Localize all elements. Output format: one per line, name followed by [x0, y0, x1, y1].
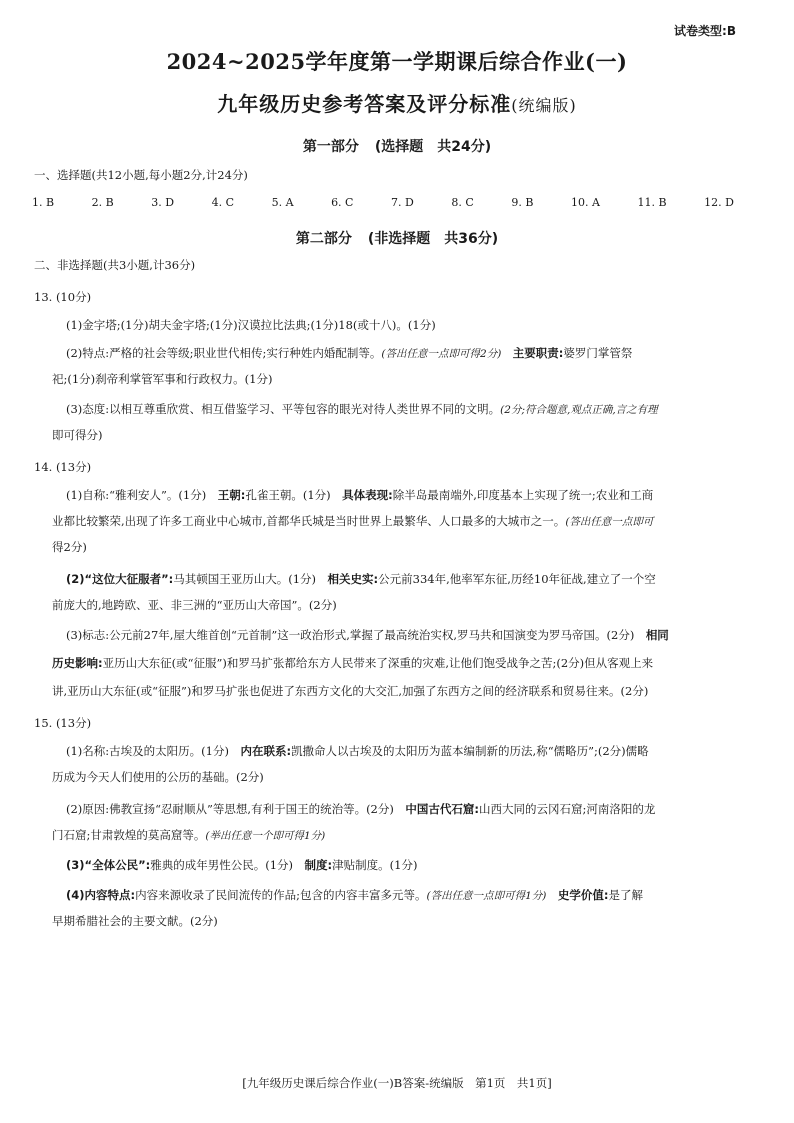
- answer-item: 11. B: [637, 196, 667, 209]
- q15-line: [52, 828, 746, 843]
- q15-label: 中国古代石窟:: [405, 802, 479, 816]
- q14-line: [52, 514, 746, 529]
- q14-line: 得2分): [52, 540, 87, 554]
- q14-label: 历史影响:: [52, 656, 103, 670]
- page-subtitle: [0, 88, 794, 117]
- section2-header: 二、非选择题(共3小题,计36分): [34, 258, 196, 272]
- subtitle-text: 九年级历史参考答案及评分标准: [217, 92, 512, 116]
- q14-text: 除半岛最南端外,印度基本上实现了统一;农业和工商: [392, 488, 654, 502]
- answer-item: 10. A: [570, 196, 600, 209]
- answer-item: 1. B: [32, 196, 55, 209]
- q14-line: 前庞大的,地跨欧、亚、非三洲的“亚历山大帝国”。(2分): [52, 598, 337, 612]
- q14-label: 王朝:: [217, 488, 246, 502]
- part2-desc: (非选择题 共36分): [367, 231, 499, 247]
- part1-name: 第一部分: [302, 139, 359, 155]
- q15-note: (举出任意一个即可得1分): [205, 830, 326, 842]
- answer-item: 7. D: [391, 196, 414, 209]
- q15-label: 内在联系:: [240, 744, 292, 758]
- answer-item: 4. C: [211, 196, 235, 209]
- q15-text: 津贴制度。(1分): [332, 858, 418, 872]
- q13-number: 13. (10分): [34, 290, 92, 304]
- q13-note: (答出任意一点即可得2分): [381, 348, 502, 360]
- part1-heading: [0, 136, 794, 156]
- q15-line: [66, 888, 746, 903]
- q15-number: 15. (13分): [34, 716, 92, 730]
- q15-text: (2)原因:佛教宣扬“忍耐顺从”等思想,有利于国王的统治等。(2分): [66, 802, 394, 816]
- q13-line: 祀;(1分)刹帝利掌管军事和行政权力。(1分): [52, 372, 273, 386]
- q15-line: [66, 744, 746, 758]
- q14-label: (2)“这位大征服者”:: [66, 572, 174, 586]
- q15-line: [66, 802, 746, 816]
- q13-note: (2分;符合题意,观点正确,言之有理: [500, 404, 658, 416]
- answer-item: 3. D: [151, 196, 175, 209]
- q15-text: 山西大同的云冈石窟;河南洛阳的龙: [478, 802, 656, 816]
- q15-text: (1)名称:古埃及的太阳历。(1分): [66, 744, 229, 758]
- answer-item: 2. B: [91, 196, 114, 209]
- q14-text: 业都比较繁荣,出现了许多工商业中心城市,首都华氏城是当时世界上最繁华、人口最多的大城市之一。: [52, 514, 566, 528]
- q14-text: 公元前334年,他率军东征,历经10年征战,建立了一个空: [378, 572, 656, 586]
- answer-item: 5. A: [271, 196, 294, 209]
- q14-line: 讲,亚历山大东征(或“征服”)和罗马扩张也促进了东西方文化的大交汇,加强了东西方之间的经济联系和贸易往来。(2分): [52, 684, 649, 698]
- q15-text: 内容来源收录了民间流传的作品;包含的内容丰富多元等。: [135, 888, 427, 902]
- q13-line: [66, 346, 746, 361]
- q14-line: [52, 656, 746, 670]
- q15-label: 史学价值:: [557, 888, 609, 902]
- page-footer: [九年级历史课后综合作业(一)B答案-统编版 第1页 共1页]: [242, 1076, 552, 1090]
- q15-label: (3)“全体公民”:: [66, 858, 151, 872]
- q14-label: 相关史实:: [327, 572, 379, 586]
- q14-line: [66, 488, 746, 502]
- section1-header: 一、选择题(共12小题,每小题2分,计24分): [34, 168, 248, 182]
- q14-text: (1)自称:“雅利安人”。(1分): [66, 488, 207, 502]
- q15-line: [66, 858, 746, 872]
- q15-label: (4)内容特点:: [66, 888, 136, 902]
- q15-label: 制度:: [304, 858, 333, 872]
- paper-type-label: 试卷类型:B: [674, 24, 736, 38]
- q15-text: 凯撒命人以古埃及的太阳历为蓝本编制新的历法,称“儒略历”;(2分)儒略: [291, 744, 649, 758]
- q14-label: 相同: [645, 628, 669, 642]
- q15-text: 门石窟;甘肃敦煌的莫高窟等。: [52, 828, 206, 842]
- q13-line: [66, 402, 746, 417]
- part2-name: 第二部分: [295, 231, 352, 247]
- q15-text: 是了解: [608, 888, 643, 902]
- part1-desc: (选择题 共24分): [374, 139, 492, 155]
- q14-label: 具体表现:: [342, 488, 393, 502]
- choice-answers: [32, 196, 734, 209]
- q13-text: (2)特点:严格的社会等级;职业世代相传;实行种姓内婚配制等。: [66, 346, 382, 360]
- answer-item: 6. C: [331, 196, 354, 209]
- page-title: 2024~2025学年度第一学期课后综合作业(一): [166, 49, 628, 74]
- q13-line: 即可得分): [52, 428, 103, 442]
- q13-label: 主要职责:: [512, 346, 564, 360]
- edition-label: (统编版): [511, 96, 577, 115]
- q15-text: 雅典的成年男性公民。(1分): [150, 858, 294, 872]
- q14-note: (答出任意一点即可: [565, 516, 654, 528]
- part2-heading: [0, 228, 794, 248]
- q14-text: 亚历山大东征(或“征服”)和罗马扩张都给东方人民带来了深重的灾难,让他们饱受战争之苦;(2分)但从客观上来: [102, 656, 654, 670]
- q15-note: (答出任意一点即可得1分): [426, 890, 547, 902]
- q14-text: 孔雀王朝。(1分): [245, 488, 331, 502]
- answer-item: 9. B: [511, 196, 534, 209]
- q14-line: [66, 572, 746, 586]
- q15-line: 历成为今天人们使用的公历的基础。(2分): [52, 770, 264, 784]
- q14-text: (3)标志:公元前27年,屋大维首创“元首制”这一政治形式,掌握了最高统治实权,罗马共和国演变为罗马帝国。(2分): [66, 628, 635, 642]
- q13-text: 婆罗门掌管祭: [563, 346, 633, 360]
- q14-line: [66, 628, 746, 642]
- answer-item: 12. D: [704, 196, 734, 209]
- q13-text: (3)态度:以相互尊重欣赏、相互借鉴学习、平等包容的眼光对待人类世界不同的文明。: [66, 402, 501, 416]
- q14-text: 马其顿国王亚历山大。(1分): [173, 572, 317, 586]
- q15-line: 早期希腊社会的主要文献。(2分): [52, 914, 218, 928]
- q14-number: 14. (13分): [34, 460, 92, 474]
- answer-item: 8. C: [451, 196, 474, 209]
- q13-line: (1)金字塔;(1分)胡夫金字塔;(1分)汉谟拉比法典;(1分)18(或十八)。(1分): [66, 318, 436, 332]
